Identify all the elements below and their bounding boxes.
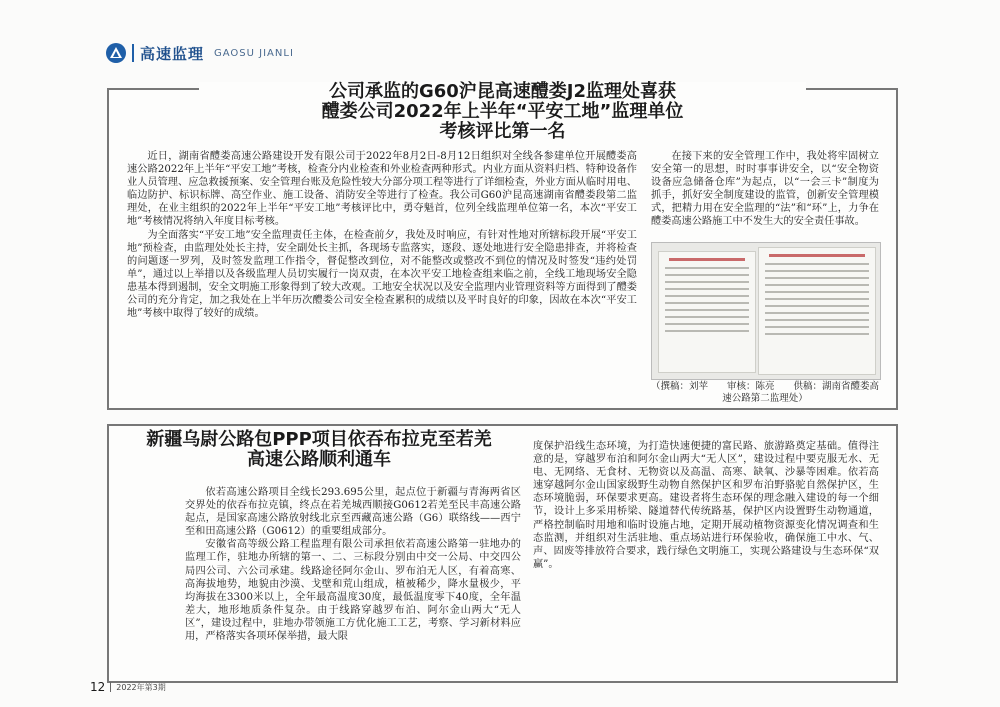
issue-label: 2022年第3期: [116, 682, 166, 692]
title-line: 考核评比第一名: [439, 121, 566, 143]
paragraph: 为全面落实“平安工地”安全监理责任主体，在检查前夕，我处及时响应，有针对性地对所辖标段开展“平安工地”预检查，由监理处处长主持，安全副处长主抓，各现场专监落实，逐段、逐处地进行安全隐患排查，并将检查的问题逐一罗列，及时签发监理工作指令，督促整改到位，对不能整改或整改不到位的情况及时签发“违约处罚单”，通过以上举措以及各级监理人员切实履行一岗双责，在本次平安工地检查组来临之前，全线工地现场安全隐患基本得到遏制，安全文明施工形象得到了较大改观。工地安全状况以及安全监理内业管理资料等方面得到了醴娄公司的充分肯定，加之我处在上半年历次醴娄公司安全检查累积的成绩以及平时良好的印象，因故在本次“平安工地”考核中取得了较好的成绩。: [127, 229, 637, 320]
paragraph: 近日，湖南省醴娄高速公路建设开发有限公司于2022年8月2日-8月12日组织对全线各参建单位开展醴娄高速公路2022年上半年“平安工地”考核，检查分内业检查和外业检查两种形式。内业方面从资料归档、特种设备作业人员管理、应急救援预案、安全管理台账及危险性较大分部分项工程等进行了详细检查，外业方面从临时用电、临边防护、标识标牌、高空作业、施工设备、消防安全等进行了检查。我公司G60沪昆高速湖南省醴娄段第二监理处，在业主组织的2022年上半年“平安工地”考核评比中，勇夺魁首，位列全线监理单位第一名，本次“平安工地”考核情况将纳入年度目标考核。: [127, 151, 637, 228]
article-safety-award: [107, 81, 898, 410]
paragraph: 安徽省高等级公路工程监理有限公司承担依若高速公路第一驻地办的监理工作，驻地办所辖的第一、二、三标段分别由中交一公局、中交四公局四公司、六公司承建。线路途径阿尔金山、罗布泊无人区，有着高寒、高海拔地势，地貌由沙漠、戈壁和荒山组成，植被稀少，降水量极少，平均海拔在3300米以上，全年最高温度30度，最低温度零下40度，全年温差大，地形地质条件复杂。由于线路穿越罗布泊、阿尔金山两大“无人区”，建设过程中，驻地办带领施工方优化施工工艺，考察、学习新材料应用，严格落实各项环保举措，最大限: [185, 539, 521, 643]
title-line: 醴娄公司2022年上半年“平安工地”监理单位: [321, 101, 684, 123]
article-body-left: [127, 150, 637, 320]
paragraph: 度保护沿线生态环境，为打造快速便捷的富民路、旅游路奠定基础。值得注意的是，穿越罗布泊和阿尔金山两大“无人区”，建设过程中要克服无水、无电、无网络、无食材、无物资以及高温、高寒、缺氧、沙暴等困难。依若高速穿越阿尔金山国家级野生动物自然保护区和罗布泊野骆驼自然保护区，生态环境脆弱，环保要求更高。建设者将生态环保的理念融入建设的每一个细节，设计上多采用桥梁、隧道替代传统路基，保护区内设置野生动物通道，严格控制临时用地和临时设施占地，定期开展动植物资源变化情况调查和生态监测，并组织对生活驻地、重点场站进行环保验收，确保施工中水、气、声、固废等排放符合要求，践行绿色文明施工，实现公路建设与生态环保“双赢”。: [533, 441, 879, 570]
document-image: [758, 247, 876, 375]
column-title: 高速监理: [140, 44, 205, 63]
title-line: 高速公路顺利通车: [247, 449, 391, 471]
page-footer: [90, 680, 166, 694]
title-line: 公司承监的G60沪昆高速醴娄J2监理处喜获: [328, 81, 677, 102]
article-body-right: [651, 150, 879, 229]
triangle-logo-icon: [106, 43, 126, 63]
award-documents-photo: [651, 242, 881, 380]
column-title-pinyin: GAOSU JIANLI: [214, 47, 294, 59]
article-title: [129, 430, 509, 470]
photo-caption: （撰稿：刘苹 审核：陈亮 供稿：湖南省醴娄高速公路第二监理处）: [651, 381, 880, 404]
paragraph: 在接下来的安全管理工作中，我处将牢固树立安全第一的思想，时时事事讲安全，以“安全物资设备应急储备仓库”为起点，以“一会三卡”制度为抓手，抓好安全制度建设的监管，创新安全管理模式，把精力用在安全监理的“法”和“环”上，力争在醴娄高速公路施工中不发生大的安全责任事故。: [651, 151, 879, 228]
paragraph: 依若高速公路项目全线长293.695公里，起点位于新疆与青海两省区交界处的依吞布拉克镇，终点在若羌城西顺接G0612若羌至民丰高速公路起点，是国家高速公路放射线北京至西藏高速公路（G6）联络线——西宁至和田高速公路（G0612）的重要组成部分。: [185, 487, 521, 538]
article-body-left: [185, 486, 521, 643]
article-title: [199, 82, 806, 142]
article-highway-opening: [107, 424, 898, 683]
page-number: 12: [90, 680, 106, 694]
magazine-header: [106, 42, 294, 64]
document-image: [658, 251, 756, 373]
title-line: 新疆乌尉公路包PPP项目依吞布拉克至若羌: [146, 429, 492, 450]
header-divider: [132, 44, 134, 62]
footer-divider: [110, 682, 111, 692]
article-body-right: [533, 440, 879, 571]
